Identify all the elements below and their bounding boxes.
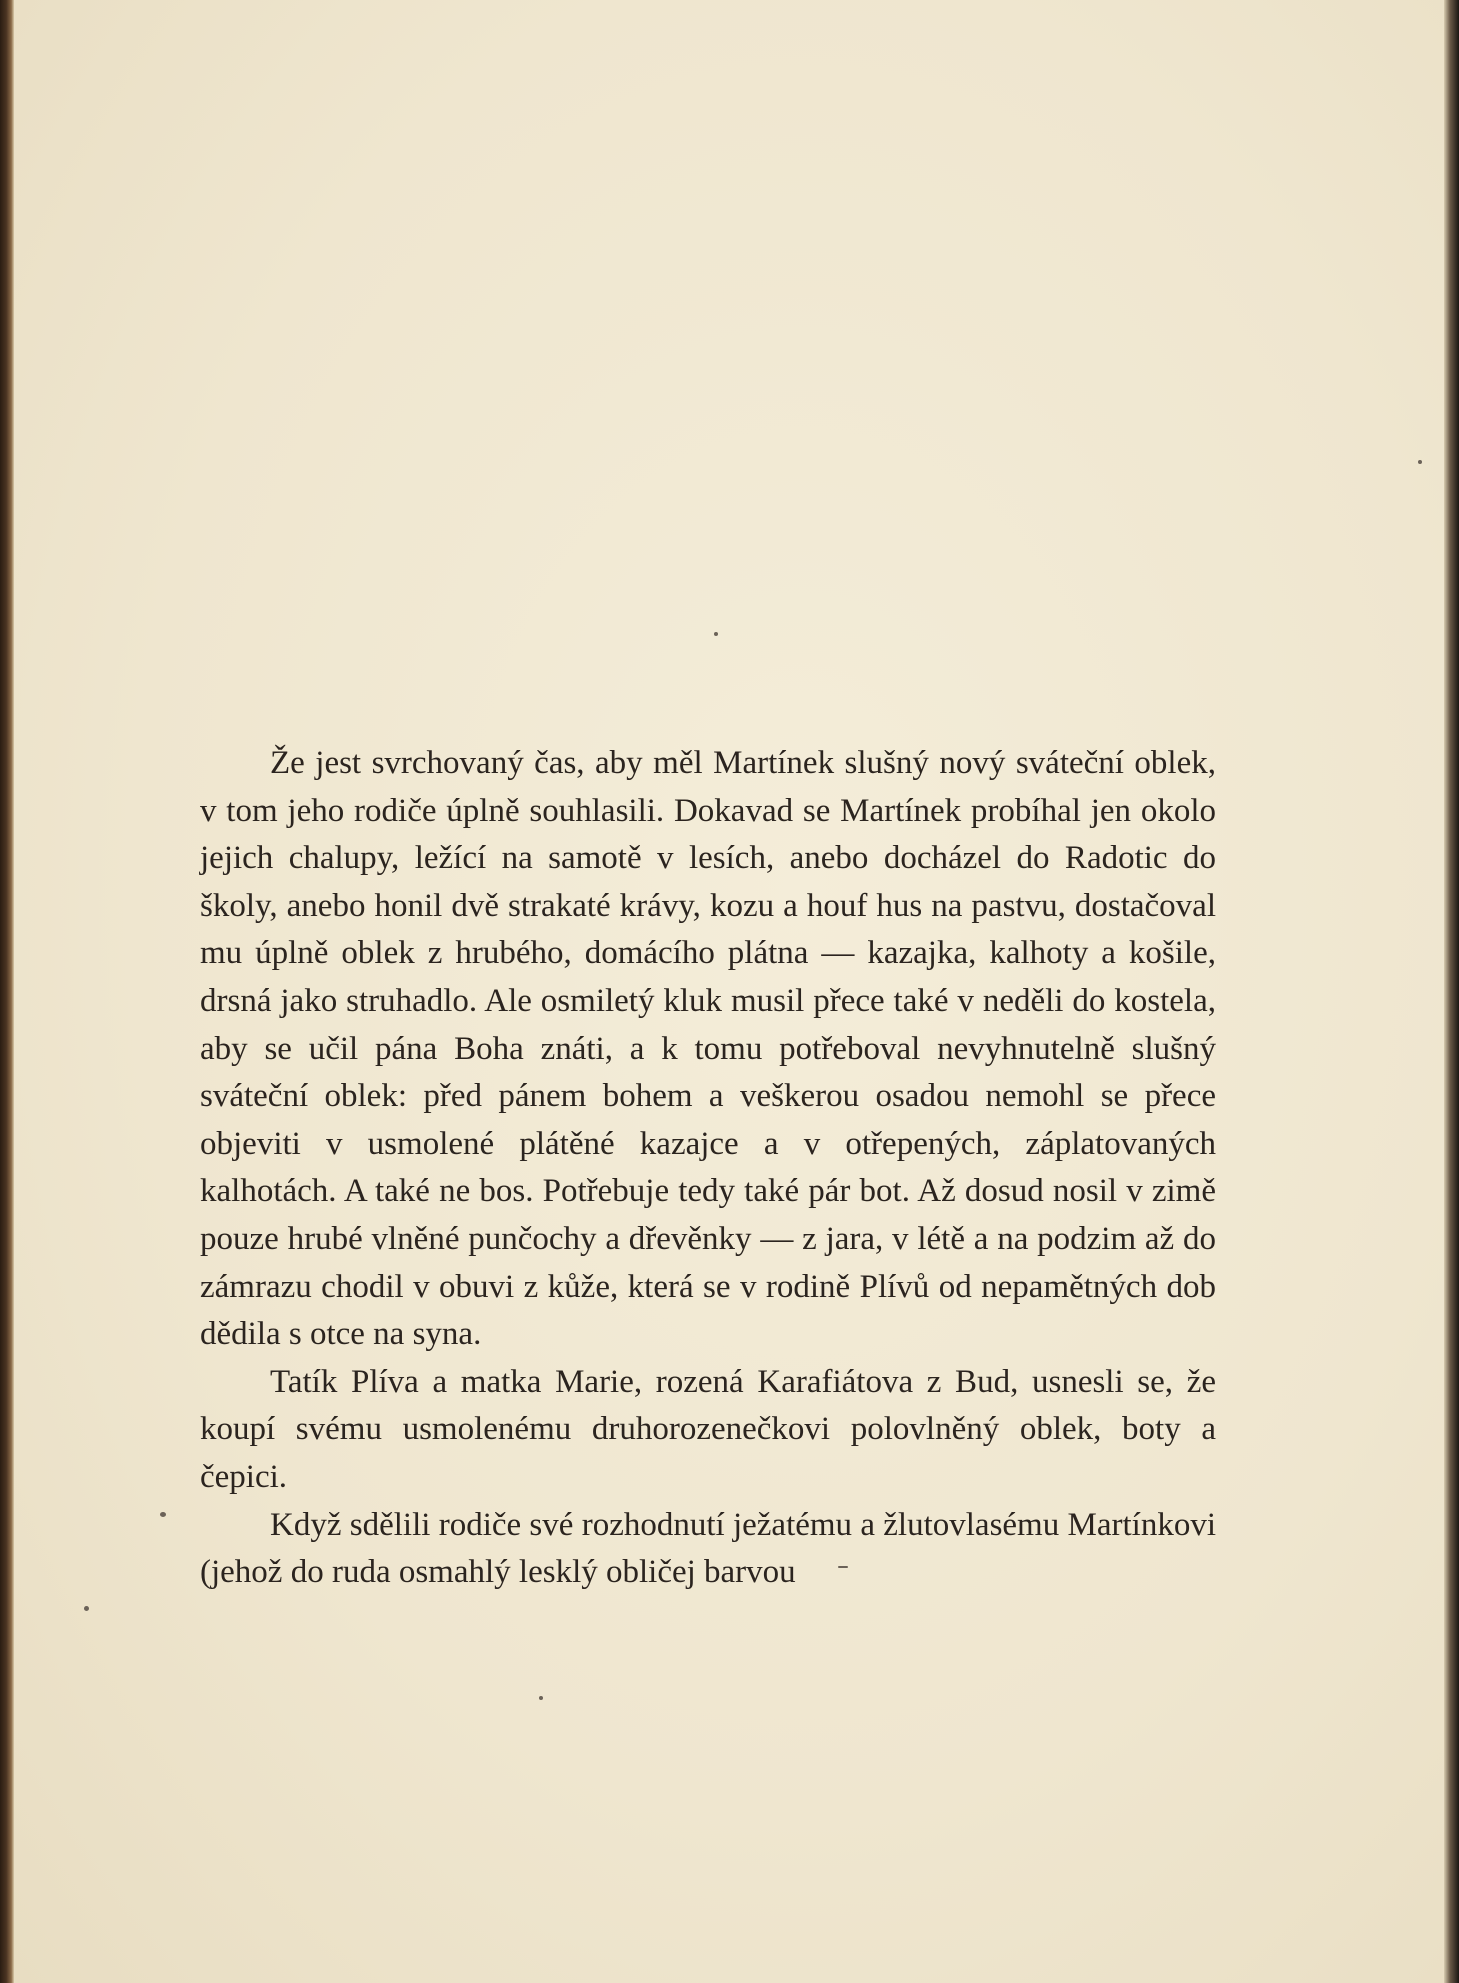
speck [84, 1606, 89, 1611]
speck [714, 632, 718, 636]
paragraph-3: Když sdělili rodiče své rozhodnutí ježatému a žlutovlasému Martínkovi (jehož do ruda osmahlý lesklý obličej barvou [200, 1506, 1216, 1591]
body-text [200, 740, 1216, 1597]
speck [1418, 460, 1422, 464]
speck [539, 1696, 543, 1700]
book-binding-edge [0, 0, 14, 1983]
paragraph-1: Že jest svrchovaný čas, aby měl Martínek slušný nový sváteční oblek, v tom jeho rodiče úplně souhlasili. Dokavad se Martínek probíhal jen okolo jejich chalupy, ležící na samotě v lesích, anebo docházel do Radotic do školy, anebo honil dvě strakaté krávy, kozu a houf hus na pastvu, dostačoval mu úplně oblek z hrubého, domácího plátna — kazajka, kalhoty a košile, drsná jako struhadlo. Ale osmiletý kluk musil přece také v neděli do kostela, aby se učil pána Boha znáti, a k tomu potřeboval nevyhnutelně slušný sváteční oblek: před pánem bohem a veškerou osadou nemohl se přece objeviti v usmolené plátěné kazajce a v otřepených, záplatovaných kalhotách. A také ne bos. Potřebuje tedy také pár bot. Až dosud nosil v zimě pouze hrubé vlněné punčochy a dřevěnky — z jara, v létě a na podzim až do zámrazu chodil v obuvi z kůže, která se v rodině Plívů od nepamětných dob dědila s otce na syna. [200, 745, 1216, 1353]
paragraph-2: Tatík Plíva a matka Marie, rozená Karafiátova z Bud, usnesli se, že koupí svému usmolenému druhorozenečkovi polovlněný oblek, boty a čepici. [200, 1363, 1216, 1495]
page-right-edge [1444, 0, 1459, 1983]
speck [160, 1512, 166, 1517]
